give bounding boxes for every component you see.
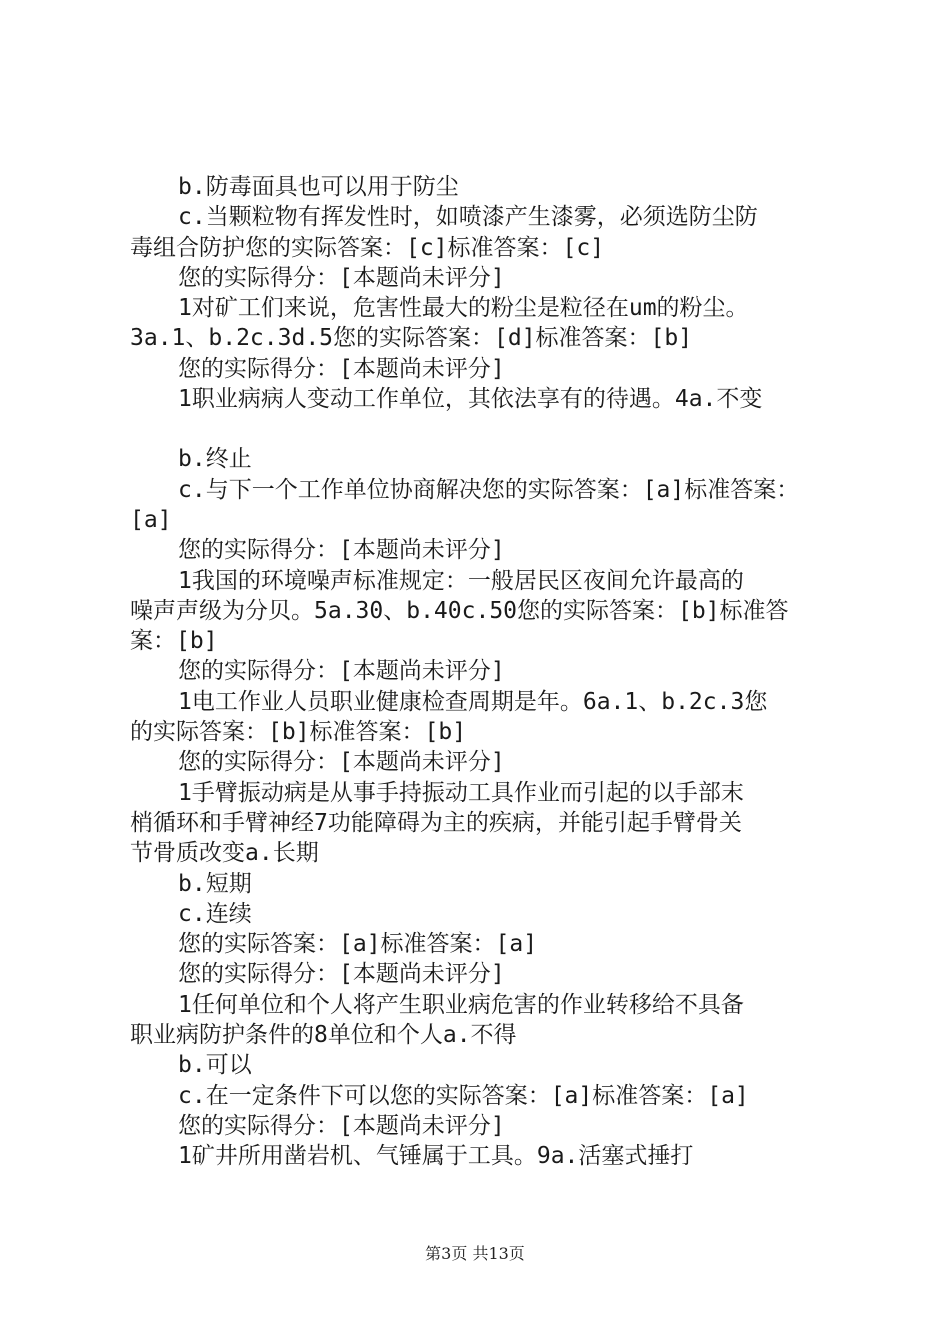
text-line: 3a.1、b.2c.3d.5您的实际答案：[d]标准答案：[b]	[130, 325, 693, 352]
text-line: 梢循环和手臂神经7功能障碍为主的疾病，并能引起手臂骨关	[130, 809, 742, 836]
text-line: 1对矿工们来说，危害性最大的粉尘是粒径在um的粉尘。	[178, 295, 749, 322]
text-line: [a]	[130, 506, 172, 533]
text-line: 职业病防护条件的8单位和个人a.不得	[130, 1022, 517, 1049]
blank-line	[130, 414, 838, 444]
text-line: 1我国的环境噪声标准规定：一般居民区夜间允许最高的	[178, 567, 744, 594]
text-line: c.当颗粒物有挥发性时，如喷漆产生漆雾，必须选防尘防	[178, 204, 758, 231]
text-line: 节骨质改变a.长期	[130, 840, 319, 867]
text-line: b.防毒面具也可以用于防尘	[178, 174, 459, 200]
text-line: 您的实际答案：[a]标准答案：[a]	[178, 931, 538, 958]
text-line: 噪声声级为分贝。5a.30、b.40c.50您的实际答案：[b]标准答	[130, 597, 789, 624]
text-line: c.与下一个工作单位协商解决您的实际答案：[a]标准答案：	[178, 476, 800, 503]
text-line: 您的实际得分：[本题尚未评分]	[178, 537, 505, 564]
text-line: 您的实际得分：[本题尚未评分]	[178, 749, 505, 776]
text-line: 您的实际得分：[本题尚未评分]	[178, 658, 505, 685]
text-line: c.连续	[178, 900, 252, 927]
document-body	[130, 172, 838, 1172]
text-line: 案：[b]	[130, 628, 218, 655]
text-line: 您的实际得分：[本题尚未评分]	[178, 264, 505, 291]
text-line: 1职业病病人变动工作单位，其依法享有的待遇。4a.不变	[178, 386, 763, 413]
text-line: 您的实际得分：[本题尚未评分]	[178, 1112, 505, 1139]
text-line: b.可以	[178, 1052, 252, 1079]
text-line: b.终止	[178, 446, 252, 473]
text-line: c.在一定条件下可以您的实际答案：[a]标准答案：[a]	[178, 1082, 749, 1109]
text-line: 的实际答案：[b]标准答案：[b]	[130, 719, 467, 746]
text-line: 您的实际得分：[本题尚未评分]	[178, 355, 505, 382]
text-line: 1手臂振动病是从事手持振动工具作业而引起的以手部末	[178, 779, 744, 806]
text-line: 1电工作业人员职业健康检查周期是年。6a.1、b.2c.3您	[178, 688, 768, 715]
text-line: 1矿井所用凿岩机、气锤属于工具。9a.活塞式捶打	[178, 1143, 694, 1170]
page-number-footer: 第3页 共13页	[425, 1244, 525, 1263]
text-line: 毒组合防护您的实际答案：[c]标准答案：[c]	[130, 234, 605, 261]
text-line: b.短期	[178, 870, 252, 897]
text-line: 您的实际得分：[本题尚未评分]	[178, 961, 505, 988]
text-line: 1任何单位和个人将产生职业病危害的作业转移给不具备	[178, 991, 744, 1018]
